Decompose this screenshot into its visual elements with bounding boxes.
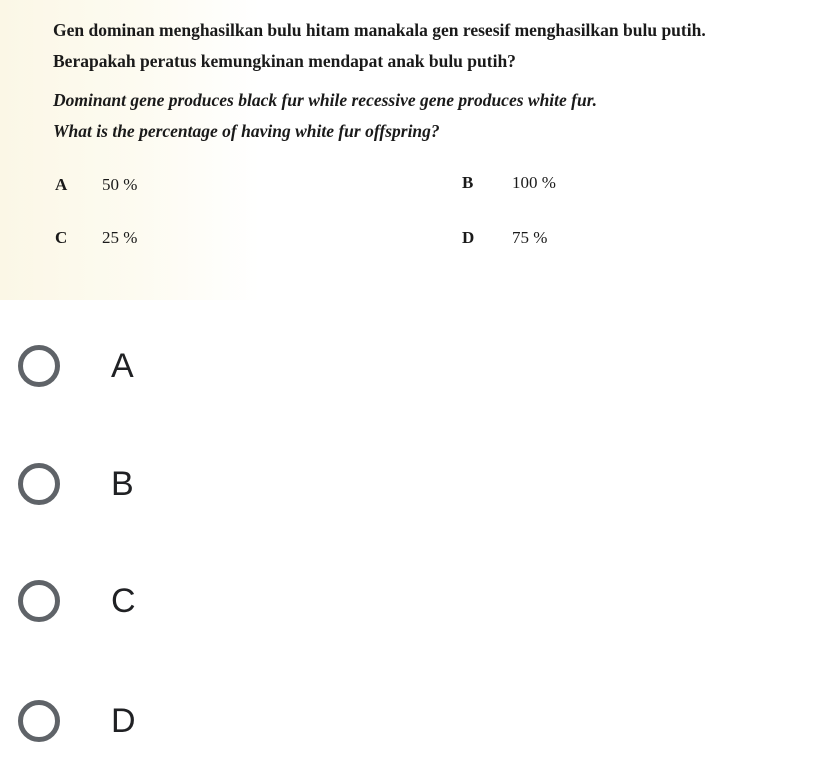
question-text-malay-line-2: Berapakah peratus kemungkinan mendapat anak bulu putih? xyxy=(53,51,516,71)
radio-button-b[interactable] xyxy=(18,463,60,505)
choice-value-d: 75 % xyxy=(512,228,548,247)
option-a[interactable] xyxy=(0,325,813,405)
option-label-d: D xyxy=(111,702,136,740)
question-text-malay-line-1: Gen dominan menghasilkan bulu hitam manakala gen resesif menghasilkan bulu putih. xyxy=(53,20,706,40)
choice-letter-b: B xyxy=(462,173,474,192)
choice-value-a: 50 % xyxy=(102,175,138,194)
choice-letter-a: A xyxy=(55,175,68,194)
option-label-a: A xyxy=(111,347,134,385)
radio-button-c[interactable] xyxy=(18,580,60,622)
question-text-english-line-1: Dominant gene produces black fur while recessive gene produces white fur. xyxy=(53,90,597,110)
question-text-english-line-2: What is the percentage of having white fur offspring? xyxy=(53,121,440,141)
choice-value-c: 25 % xyxy=(102,228,138,247)
radio-button-a[interactable] xyxy=(18,345,60,387)
radio-button-d[interactable] xyxy=(18,700,60,742)
choice-letter-d: D xyxy=(462,228,475,247)
option-d[interactable] xyxy=(0,680,813,760)
option-label-c: C xyxy=(111,582,136,620)
choice-value-b: 100 % xyxy=(512,173,556,192)
question-image xyxy=(0,0,813,300)
choice-letter-c: C xyxy=(55,228,68,247)
option-label-b: B xyxy=(111,465,134,503)
option-c[interactable] xyxy=(0,560,813,640)
option-b[interactable] xyxy=(0,443,813,523)
